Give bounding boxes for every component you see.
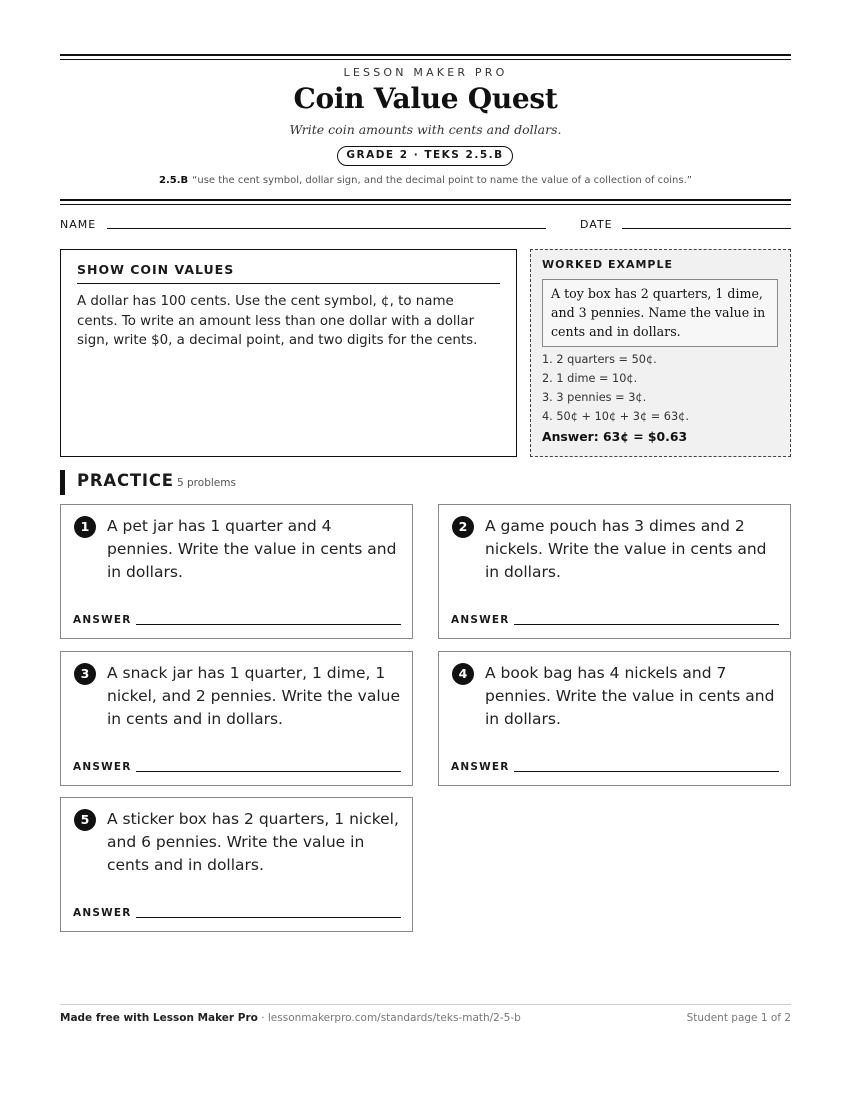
problem-number: 1 <box>74 516 96 538</box>
practice-count: 5 problems <box>177 477 236 489</box>
problem-text: A snack jar has 1 quarter, 1 dime, 1 nickel, and 2 pennies. Write the value in cents and in dollars. <box>107 664 400 728</box>
answer-label: ANSWER <box>451 761 510 773</box>
standard-code: 2.5.B <box>159 175 189 186</box>
problem-text: A pet jar has 1 quarter and 4 pennies. Write the value in cents and in dollars. <box>107 517 397 581</box>
show-coin-values-box <box>60 249 517 457</box>
info-heading: SHOW COIN VALUES <box>77 262 235 277</box>
page-title: Coin Value Quest <box>293 82 558 115</box>
name-field[interactable] <box>107 228 546 229</box>
grade-badge: GRADE 2 · TEKS 2.5.B <box>337 146 513 166</box>
answer-field[interactable] <box>514 771 779 772</box>
worked-step: 4. 50¢ + 10¢ + 3¢ = 63¢. <box>542 410 689 423</box>
footer-url[interactable]: · lessonmakerpro.com/standards/teks-math/2-5-b <box>261 1012 521 1024</box>
problem-card-4 <box>438 651 791 786</box>
name-label: NAME <box>60 218 97 231</box>
problem-card-3 <box>60 651 413 786</box>
worked-example-steps <box>542 350 689 426</box>
answer-label: ANSWER <box>73 907 132 919</box>
answer-field[interactable] <box>136 771 401 772</box>
problem-number: 4 <box>452 663 474 685</box>
problem-number: 5 <box>74 809 96 831</box>
top-rule <box>60 54 791 56</box>
answer-field[interactable] <box>514 624 779 625</box>
footer-page-number: Student page 1 of 2 <box>686 1012 791 1024</box>
problem-text: A game pouch has 3 dimes and 2 nickels. Write the value in cents and in dollars. <box>485 517 767 581</box>
problem-number: 2 <box>452 516 474 538</box>
answer-label: ANSWER <box>73 614 132 626</box>
worked-step: 3. 3 pennies = 3¢. <box>542 391 647 404</box>
problem-card-2 <box>438 504 791 639</box>
footer-made-with: Made free with Lesson Maker Pro <box>60 1012 258 1024</box>
date-label: DATE <box>580 218 613 231</box>
brand-name: LESSON MAKER PRO <box>343 66 508 79</box>
answer-field[interactable] <box>136 624 401 625</box>
problem-text: A book bag has 4 nickels and 7 pennies. Write the value in cents and in dollars. <box>485 664 775 728</box>
worked-example-problem: A toy box has 2 quarters, 1 dime, and 3 pennies. Name the value in cents and in dollars. <box>542 279 778 347</box>
worked-example-box <box>530 249 791 457</box>
practice-accent-bar <box>60 470 65 495</box>
standard-description <box>60 175 791 186</box>
worked-step: 1. 2 quarters = 50¢. <box>542 353 657 366</box>
worked-example-heading: WORKED EXAMPLE <box>542 258 673 271</box>
problem-card-5 <box>60 797 413 932</box>
header-bottom-rule <box>60 199 791 201</box>
footer-divider <box>60 1004 791 1005</box>
footer-credit <box>60 1012 521 1024</box>
practice-title: PRACTICE <box>77 471 174 490</box>
header-bottom-rule-thin <box>60 204 791 205</box>
worked-step: 2. 1 dime = 10¢. <box>542 372 638 385</box>
answer-label: ANSWER <box>451 614 510 626</box>
answer-label: ANSWER <box>73 761 132 773</box>
problem-card-1 <box>60 504 413 639</box>
top-rule-thin <box>60 59 791 60</box>
standard-text: “use the cent symbol, dollar sign, and the decimal point to name the value of a collection of coins.” <box>192 175 692 186</box>
problem-number: 3 <box>74 663 96 685</box>
worksheet-page <box>60 0 791 1100</box>
date-field[interactable] <box>622 228 791 229</box>
answer-field[interactable] <box>136 917 401 918</box>
problem-text: A sticker box has 2 quarters, 1 nickel, and 6 pennies. Write the value in cents and in dollars. <box>107 810 399 874</box>
info-divider <box>77 283 500 284</box>
page-subtitle: Write coin amounts with cents and dollars. <box>289 122 562 137</box>
worked-example-answer: Answer: 63¢ = $0.63 <box>542 429 688 444</box>
info-body: A dollar has 100 cents. Use the cent symbol, ¢, to name cents. To write an amount less than one dollar with a dollar sign, write $0, a decimal point, and two digits for the cents. <box>77 294 478 348</box>
